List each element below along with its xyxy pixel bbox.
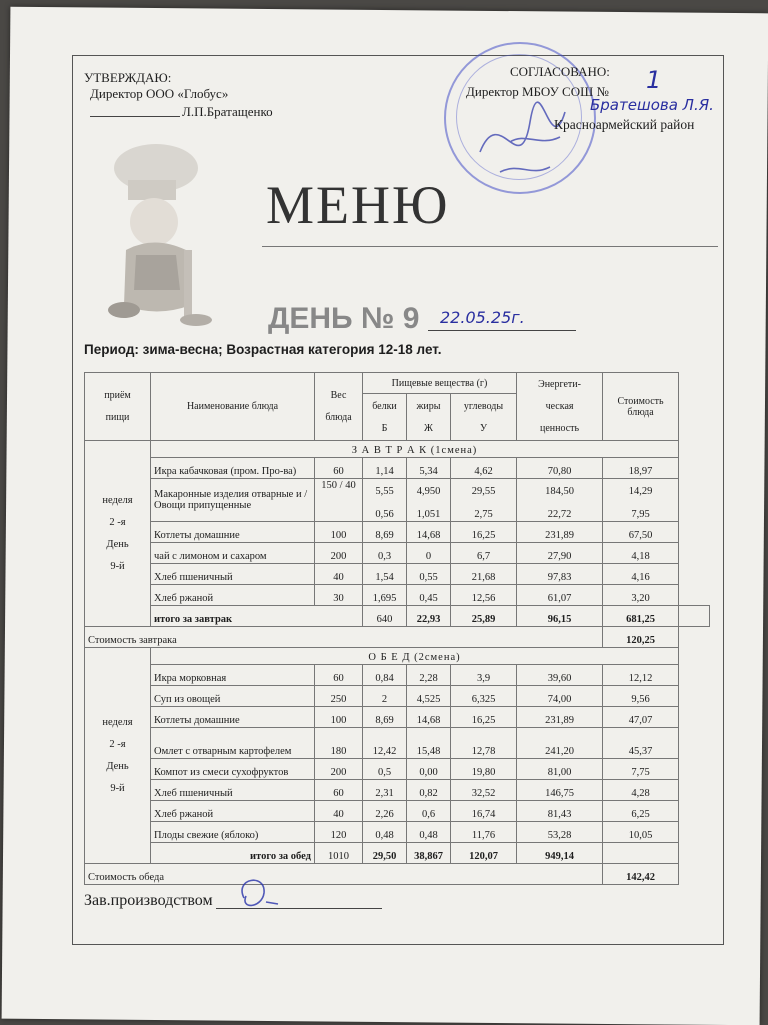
- dish-fat: 0,55: [407, 564, 451, 585]
- agreed-position: Директор МБОУ СОШ №: [466, 84, 609, 99]
- dish-name: Котлеты домашние: [151, 707, 315, 728]
- dish-fat: 14,68: [407, 522, 451, 543]
- dish-carbs: 6,7: [451, 543, 517, 564]
- dish-carbs: 19,80: [451, 759, 517, 780]
- dish-energy: 241,20: [517, 728, 603, 759]
- dish-protein: 2: [363, 686, 407, 707]
- dish-cost: 14,29: [628, 486, 653, 497]
- header-carbs: углеводы: [463, 400, 504, 412]
- table-row: [85, 585, 710, 606]
- dish-cost: 12,12: [603, 665, 679, 686]
- dish-carbs: 16,74: [451, 801, 517, 822]
- dish-weight: 100: [315, 522, 363, 543]
- approve-label: УТВЕРЖДАЮ:: [84, 70, 172, 85]
- dish-name: Компот из смеси сухофруктов: [151, 759, 315, 780]
- header-cost: Стоимость блюда: [603, 373, 679, 441]
- header-dish: Наименование блюда: [151, 373, 315, 441]
- dish-weight: 200: [315, 543, 363, 564]
- lunch-side-day: День: [106, 760, 129, 772]
- breakfast-side-week: неделя: [102, 494, 133, 506]
- agreed-signature: Братешова Л.Я.: [590, 96, 714, 114]
- cook-illustration: [96, 140, 220, 330]
- lunch-total-carbs: 120,07: [451, 843, 517, 864]
- dish-protein: 8,69: [363, 707, 407, 728]
- dish-name: Омлет с отварным картофелем: [151, 728, 315, 759]
- dish-energy: 231,89: [517, 522, 603, 543]
- lunch-side: [85, 648, 151, 864]
- dish-name: Хлеб пшеничный: [151, 780, 315, 801]
- header-fat: жиры: [416, 400, 441, 412]
- table-row: [85, 479, 710, 522]
- dish-name: Суп из овощей: [151, 686, 315, 707]
- dish-energy: 61,07: [517, 585, 603, 606]
- dish-protein: 2,31: [363, 780, 407, 801]
- dish-weight: 40: [315, 801, 363, 822]
- header-energy: Энергети- ческая ценность: [517, 373, 603, 441]
- header-protein-abbr: Б: [381, 422, 388, 434]
- dish-weight: 60: [315, 458, 363, 479]
- agreed-label: СОГЛАСОВАНО:: [510, 64, 610, 79]
- dish-fat: 5,34: [407, 458, 451, 479]
- dish-protein: 1,695: [363, 585, 407, 606]
- dish-cost: 3,20: [603, 585, 679, 606]
- dish-cost: 7,75: [603, 759, 679, 780]
- dish-protein: 2,26: [363, 801, 407, 822]
- lunch-total-weight: 1010: [315, 843, 363, 864]
- dish-fat-2: 1,051: [416, 509, 441, 520]
- dish-fat: 0,00: [407, 759, 451, 780]
- header-nutrients: Пищевые вещества (г): [363, 373, 517, 394]
- dish-carbs: 16,25: [451, 522, 517, 543]
- district: Красноармейский район: [554, 117, 695, 132]
- dish-protein: 1,14: [363, 458, 407, 479]
- breakfast-side-week-no: 2 -я: [109, 516, 126, 528]
- dish-cost: 4,16: [603, 564, 679, 585]
- dish-fat: 2,28: [407, 665, 451, 686]
- signature-scribble: [470, 92, 580, 182]
- dish-cost: 6,25: [603, 801, 679, 822]
- dish-fat: 15,48: [407, 728, 451, 759]
- dish-carbs: 16,25: [451, 707, 517, 728]
- dish-weight: 30: [315, 585, 363, 606]
- period-line: Период: зима-весна; Возрастная категория 12-18 лет.: [84, 342, 442, 357]
- dish-energy: 39,60: [517, 665, 603, 686]
- dish-fat: 0,48: [407, 822, 451, 843]
- dish-energy: 146,75: [517, 780, 603, 801]
- dish-fat: 4,525: [407, 686, 451, 707]
- breakfast-cost-total: 120,25: [603, 627, 679, 648]
- dish-carbs: 21,68: [451, 564, 517, 585]
- lunch-total-row: [85, 843, 710, 864]
- breakfast-total-energy: 681,25: [603, 606, 679, 627]
- breakfast-total-row: [85, 606, 710, 627]
- approve-name: Л.П.Братащенко: [182, 104, 273, 119]
- table-row: [85, 822, 710, 843]
- dish-weight: 60: [315, 665, 363, 686]
- dish-energy: 184,50: [545, 486, 574, 497]
- approve-signature-line: [90, 116, 180, 117]
- dish-energy: 70,80: [517, 458, 603, 479]
- menu-date: 22.05.25г.: [440, 308, 525, 327]
- dish-name: Хлеб ржаной: [151, 585, 315, 606]
- footer-label: Зав.производством: [84, 892, 213, 909]
- lunch-side-day-no: 9-й: [110, 782, 125, 794]
- dish-weight: 180: [315, 728, 363, 759]
- breakfast-side-day: День: [106, 538, 129, 550]
- lunch-section-title: О Б Е Д (2смена): [151, 648, 679, 665]
- lunch-section-row: [85, 648, 710, 665]
- table-row: [85, 686, 710, 707]
- breakfast-total-fat: 25,89: [451, 606, 517, 627]
- dish-name: чай с лимоном и сахаром: [151, 543, 315, 564]
- dish-name: Хлеб пшеничный: [151, 564, 315, 585]
- dish-energy: 27,90: [517, 543, 603, 564]
- date-line: [428, 330, 576, 331]
- dish-protein: 0,3: [363, 543, 407, 564]
- dish-weight: 100: [315, 707, 363, 728]
- dish-energy-2: 22,72: [547, 509, 572, 520]
- dish-cost-2: 7,95: [631, 509, 650, 520]
- breakfast-section-title: З А В Т Р А К (1смена): [151, 441, 679, 458]
- breakfast-side-day-no: 9-й: [110, 560, 125, 572]
- dish-carbs: 4,62: [451, 458, 517, 479]
- table-row: [85, 458, 710, 479]
- lunch-side-week-no: 2 -я: [109, 738, 126, 750]
- dish-protein: 1,54: [363, 564, 407, 585]
- dish-cost: 45,37: [603, 728, 679, 759]
- dish-carbs: 32,52: [451, 780, 517, 801]
- dish-energy: 53,28: [517, 822, 603, 843]
- dish-weight: 120: [315, 822, 363, 843]
- lunch-side-week: неделя: [102, 716, 133, 728]
- dish-name: Плоды свежие (яблоко): [151, 822, 315, 843]
- table-row: [85, 780, 710, 801]
- lunch-cost-row: [85, 864, 710, 885]
- dish-name: Икра морковная: [151, 665, 315, 686]
- breakfast-side: [85, 441, 151, 627]
- menu-table: [84, 372, 710, 885]
- header-carbs-abbr: У: [479, 422, 488, 434]
- header-row: [85, 373, 710, 394]
- table-row: [85, 543, 710, 564]
- table-row: [85, 707, 710, 728]
- table-row: [85, 665, 710, 686]
- dish-fat: 0,45: [407, 585, 451, 606]
- dish-carbs: 11,76: [451, 822, 517, 843]
- dish-protein: 5,55: [375, 486, 394, 497]
- dish-carbs: 3,9: [451, 665, 517, 686]
- dish-protein: 0,84: [363, 665, 407, 686]
- dish-weight: 150 / 40: [315, 479, 363, 522]
- dish-weight: 60: [315, 780, 363, 801]
- day-title: ДЕНЬ № 9: [268, 302, 420, 335]
- table-row: [85, 759, 710, 780]
- dish-energy: 74,00: [517, 686, 603, 707]
- title-underline: [262, 246, 718, 247]
- dish-carbs: 6,325: [451, 686, 517, 707]
- dish-carbs: 12,56: [451, 585, 517, 606]
- approve-position: Директор ООО «Глобус»: [90, 86, 229, 101]
- dish-weight: 40: [315, 564, 363, 585]
- lunch-total-energy: 949,14: [517, 843, 603, 864]
- lunch-total-label: итого за обед: [151, 843, 315, 864]
- dish-energy: 97,83: [517, 564, 603, 585]
- breakfast-total-weight: 640: [363, 606, 407, 627]
- header-protein: белки: [372, 400, 397, 412]
- breakfast-cost-label: Стоимость завтрака: [85, 627, 603, 648]
- dish-cost: 9,56: [603, 686, 679, 707]
- dish-fat: 0: [407, 543, 451, 564]
- dish-cost: 4,28: [603, 780, 679, 801]
- dish-protein: 8,69: [363, 522, 407, 543]
- dish-weight: 200: [315, 759, 363, 780]
- dish-protein: 0,48: [363, 822, 407, 843]
- table-row: [85, 522, 710, 543]
- header-meal: приём пищи: [85, 373, 151, 441]
- dish-energy: 81,00: [517, 759, 603, 780]
- lunch-total-fat: 38,867: [407, 843, 451, 864]
- school-number: 1: [646, 66, 662, 94]
- dish-cost: 18,97: [603, 458, 679, 479]
- dish-weight: 250: [315, 686, 363, 707]
- lunch-total-protein: 29,50: [363, 843, 407, 864]
- breakfast-cost-row: [85, 627, 710, 648]
- dish-carbs: 12,78: [451, 728, 517, 759]
- dish-protein: 0,5: [363, 759, 407, 780]
- dish-protein: 12,42: [363, 728, 407, 759]
- breakfast-total-label: итого за завтрак: [151, 606, 363, 627]
- table-row: [85, 564, 710, 585]
- dish-fat: 0,82: [407, 780, 451, 801]
- dish-name: Хлеб ржаной: [151, 801, 315, 822]
- header-weight: Вес блюда: [315, 373, 363, 441]
- dish-name: Макаронные изделия отварные и / Овощи припущенные: [151, 479, 315, 522]
- menu-title: МЕНЮ: [266, 175, 450, 235]
- table-row: [85, 801, 710, 822]
- dish-cost: 47,07: [603, 707, 679, 728]
- dish-cost: 67,50: [603, 522, 679, 543]
- dish-energy: 231,89: [517, 707, 603, 728]
- dish-carbs: 29,55: [471, 486, 496, 497]
- footer-signature: [226, 868, 286, 916]
- table-row: [85, 728, 710, 759]
- dish-fat: 14,68: [407, 707, 451, 728]
- dish-name: Котлеты домашние: [151, 522, 315, 543]
- dish-protein-2: 0,56: [375, 509, 394, 520]
- breakfast-section-row: [85, 441, 710, 458]
- lunch-cost-total: 142,42: [603, 864, 679, 885]
- breakfast-total-protein: 22,93: [407, 606, 451, 627]
- dish-cost: 10,05: [603, 822, 679, 843]
- dish-name: Икра кабачковая (пром. Про-ва): [151, 458, 315, 479]
- dish-fat: 4,950: [416, 486, 441, 497]
- dish-cost: 4,18: [603, 543, 679, 564]
- dish-energy: 81,43: [517, 801, 603, 822]
- dish-carbs-2: 2,75: [474, 509, 493, 520]
- dish-fat: 0,6: [407, 801, 451, 822]
- header-fat-abbr: Ж: [424, 422, 433, 434]
- lunch-cost-label: Стоимость обеда: [85, 864, 603, 885]
- breakfast-total-carbs: 96,15: [517, 606, 603, 627]
